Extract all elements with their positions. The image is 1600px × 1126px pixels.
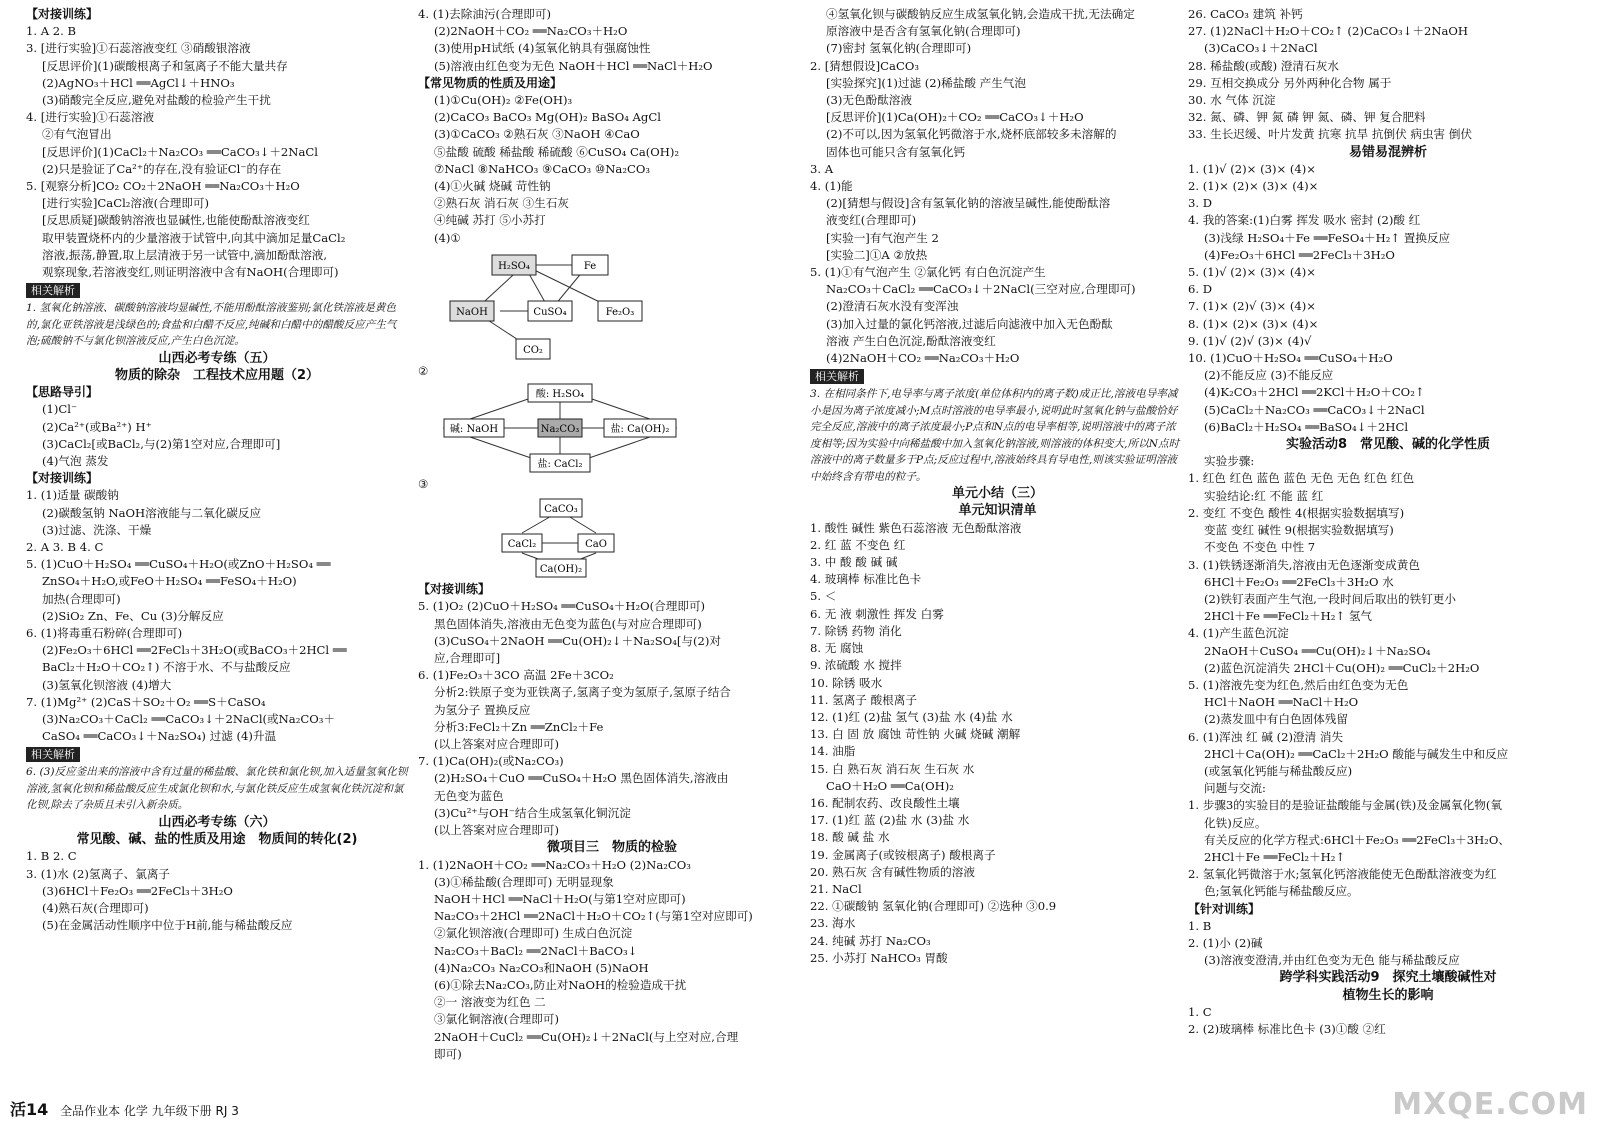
answer-line: 黑色固体消失,溶液由无色变为蓝色(与对应合理即可) bbox=[434, 616, 702, 631]
answer-line: 27. (1)2NaCl＋H₂O＋CO₂↑ (2)CaCO₃↓＋2NaOH bbox=[1188, 24, 1469, 39]
node-caoh2-label: Ca(OH)₂ bbox=[539, 564, 583, 576]
section-heading: 植物生长的影响 bbox=[1342, 987, 1434, 1003]
answer-line: 【常见物质的性质及用途】 bbox=[418, 75, 563, 90]
answer-line: ②熟石灰 消石灰 ③生石灰 bbox=[434, 196, 569, 211]
answer-line: 17. (1)红 蓝 (2)盐 水 (3)盐 水 bbox=[810, 813, 970, 828]
answer-line: 3. A bbox=[810, 161, 834, 176]
answer-line: 5. (1)CuO＋H₂SO₄ ══CuSO₄＋H₂O(或ZnO＋H₂SO₄ ══ bbox=[26, 557, 331, 572]
column-3 bbox=[810, 6, 1185, 967]
answer-line: 1. C bbox=[1188, 1004, 1212, 1019]
answer-line: (2)蒸发皿中有白色固体残留 bbox=[1204, 712, 1348, 727]
answer-line: 4. (1)能 bbox=[810, 179, 853, 194]
answer-line: 分析2:铁原子变为亚铁离子,氢离子变为氢原子,氢原子结合 bbox=[434, 685, 731, 700]
node-h2so4-label: H₂SO₄ bbox=[498, 260, 530, 272]
answer-line: (或氢氧化钙能与稀盐酸反应) bbox=[1204, 763, 1353, 778]
answer-line: 15. 白 熟石灰 消石灰 生石灰 水 bbox=[810, 761, 975, 776]
answer-line: 6HCl＋Fe₂O₃ ══2FeCl₃＋3H₂O 水 bbox=[1204, 574, 1394, 589]
node-acid-label: 酸: H₂SO₄ bbox=[535, 389, 585, 401]
answer-line: [反思评价](1)Ca(OH)₂＋CO₂ ══CaCO₃↓＋H₂O bbox=[826, 110, 1084, 125]
answer-line: 2. 红 蓝 不变色 红 bbox=[810, 537, 906, 552]
section-heading: 单元知识清单 bbox=[958, 503, 1037, 519]
answer-line: 1. B 2. C bbox=[26, 849, 77, 864]
answer-line: (3)使用pH试纸 (4)氢氧化钠具有强腐蚀性 bbox=[434, 41, 651, 56]
watermark-logo: MXQE.COM bbox=[1392, 1087, 1588, 1122]
answer-line: Na₂CO₃＋BaCl₂ ══2NaCl＋BaCO₃↓ bbox=[434, 943, 638, 958]
answer-line: (2)不能反应 (3)不能反应 bbox=[1204, 368, 1334, 383]
answer-line: (2)AgNO₃＋HCl ══AgCl↓＋HNO₃ bbox=[42, 75, 235, 90]
answer-line: (2)澄清石灰水没有变浑浊 bbox=[826, 299, 959, 314]
answer-line: (2)只是验证了Ca²⁺的存在,没有验证Cl⁻的存在 bbox=[42, 161, 282, 176]
answer-line: [进行实验]CaCl₂溶液(合理即可) bbox=[42, 196, 210, 211]
answer-line: 【对接训练】 bbox=[418, 582, 491, 597]
answer-line: 应,合理即可] bbox=[434, 651, 501, 666]
answer-line: (3)Cu²⁺与OH⁻结合生成氢氧化铜沉淀 bbox=[434, 805, 631, 820]
answer-line: 1. 步骤3的实验目的是验证盐酸能与金属(铁)及金属氧化物(氧 bbox=[1188, 798, 1502, 813]
answer-line: ③氯化铜溶液(合理即可) bbox=[434, 1012, 559, 1027]
answer-line: 4. (1)去除油污(合理即可) bbox=[418, 7, 551, 21]
answer-line: 3. 中 酸 酸 碱 碱 bbox=[810, 555, 898, 570]
answer-line: 2. (1)× (2)× (3)× (4)× bbox=[1188, 179, 1319, 194]
answer-line: (3)CaCl₂[或BaCl₂,与(2)第1空对应,合理即可] bbox=[42, 436, 281, 451]
answer-line: 2. (1)小 (2)碱 bbox=[1188, 935, 1263, 950]
section-heading: 微项目三 物质的检验 bbox=[546, 840, 677, 856]
answer-line: CaO＋H₂O ══Ca(OH)₂ bbox=[826, 778, 954, 793]
diagram-3-label: ③ bbox=[418, 477, 429, 492]
answer-line: 2HCl＋Fe ══FeCl₂＋H₂↑ bbox=[1204, 849, 1346, 864]
answer-line: 取甲装置烧杯内的少量溶液于试管中,向其中滴加足量CaCl₂ bbox=[42, 230, 346, 245]
answer-line: 8. 无 腐蚀 bbox=[810, 641, 864, 656]
page-footer bbox=[10, 1097, 239, 1120]
answer-line: 液变红(合理即可) bbox=[826, 213, 917, 228]
answer-line: 2. 变红 不变色 酸性 4(根据实验数据填写) bbox=[1188, 505, 1405, 520]
node-naoh-label: NaOH bbox=[456, 306, 488, 318]
answer-line: 24. 纯碱 苏打 Na₂CO₃ bbox=[810, 933, 931, 948]
answer-line: 5. (1)①有气泡产生 ②氯化钙 有白色沉淀产生 bbox=[810, 265, 1046, 280]
answer-line: (3)CaCO₃↓＋2NaCl bbox=[1204, 41, 1318, 56]
answer-line: ④纯碱 苏打 ⑤小苏打 bbox=[434, 213, 546, 228]
answer-line: (2)蓝色沉淀消失 2HCl＋Cu(OH)₂ ══CuCl₂＋2H₂O bbox=[1204, 660, 1480, 675]
answer-line: 2NaOH＋CuCl₂ ══Cu(OH)₂↓＋2NaCl(与上空对应,合理 bbox=[434, 1029, 739, 1044]
answer-line: 3. [进行实验]①石蕊溶液变红 ③硝酸银溶液 bbox=[26, 41, 251, 56]
answer-line: (以上答案对应合理即可) bbox=[434, 823, 559, 838]
answer-line: 加热(合理即可) bbox=[42, 591, 121, 606]
answer-line: 实验结论:红 不能 蓝 红 bbox=[1204, 488, 1324, 503]
answer-line: 观察现象,若溶液变红,则证明溶液中含有NaOH(合理即可) bbox=[42, 265, 339, 280]
answer-line: 【思路导引】 bbox=[26, 385, 99, 400]
section-heading: 实验活动8 常见酸、碱的化学性质 bbox=[1285, 437, 1491, 453]
node-cacl2-label: CaCl₂ bbox=[507, 539, 537, 551]
answer-line: 问题与交流: bbox=[1204, 781, 1266, 796]
answer-line: 1. (1)2NaOH＋CO₂ ══Na₂CO₃＋H₂O (2)Na₂CO₃ bbox=[418, 857, 691, 872]
answer-line: (1)Cl⁻ bbox=[42, 402, 78, 417]
answer-line: 9. (1)√ (2)√ (3)× (4)√ bbox=[1188, 333, 1312, 348]
section-heading: 单元小结（三） bbox=[951, 486, 1043, 502]
answer-line: (4)① bbox=[434, 230, 461, 245]
answer-line: 28. 稀盐酸(或酸) 澄清石灰水 bbox=[1188, 58, 1339, 73]
answer-line: (6)BaCl₂＋H₂SO₄ ══BaSO₄↓＋2HCl bbox=[1204, 419, 1409, 434]
column-4 bbox=[1188, 6, 1588, 1038]
node-cao-label: CaO bbox=[585, 539, 607, 551]
answer-line: Na₂CO₃＋2HCl ══2NaCl＋H₂O＋CO₂↑(与第1空对应即可) bbox=[434, 909, 753, 924]
answer-line: 4. [进行实验]①石蕊溶液 bbox=[26, 110, 155, 125]
answer-line: 【对接训练】 bbox=[26, 7, 99, 21]
answer-line: 7. (1)Mg²⁺ (2)CaS＋SO₂＋O₂ ══S＋CaSO₄ bbox=[26, 694, 266, 709]
answer-line: [反思评价](1)CaCl₂＋Na₂CO₃ ══CaCO₃↓＋2NaCl bbox=[42, 144, 318, 159]
answer-line: 2HCl＋Ca(OH)₂ ══CaCl₂＋2H₂O 酸能与碱发生中和反应 bbox=[1204, 746, 1509, 761]
answer-line: 6. (1)浑浊 红 碱 (2)澄清 消失 bbox=[1188, 729, 1344, 744]
answer-line: 变蓝 变红 碱性 9(根据实验数据填写) bbox=[1204, 523, 1394, 538]
answer-line: (4)气泡 蒸发 bbox=[42, 453, 109, 468]
answer-line: 2. [猜想假设]CaCO₃ bbox=[810, 58, 919, 73]
node-fe-label: Fe bbox=[583, 260, 597, 272]
book-info: 全品作业本 化学 九年级下册 RJ 3 bbox=[60, 1104, 239, 1118]
section-heading: 物质的除杂 工程技术应用题（2） bbox=[114, 367, 320, 383]
answer-line: (3)Na₂CO₃＋CaCl₂ ══CaCO₃↓＋2NaCl(或Na₂CO₃＋ bbox=[42, 712, 335, 727]
answer-line: [实验二]①A ②放热 bbox=[826, 247, 928, 262]
answer-line: 25. 小苏打 NaHCO₃ 胃酸 bbox=[810, 950, 948, 965]
answer-line: 【针对训练】 bbox=[1188, 901, 1261, 916]
answer-line: ⑤盐酸 硫酸 稀盐酸 稀硫酸 ⑥CuSO₄ Ca(OH)₂ bbox=[434, 144, 680, 159]
answer-line: 溶液,振荡,静置,取上层清液于另一试管中,滴加酚酞溶液, bbox=[42, 247, 328, 262]
answer-line: 3. (1)水 (2)氢离子、氯离子 bbox=[26, 866, 171, 881]
answer-line: ZnSO₄＋H₂O,或FeO＋H₂SO₄ ══FeSO₄＋H₂O) bbox=[42, 574, 297, 589]
answer-line: (7)密封 氢氧化钠(合理即可) bbox=[826, 41, 972, 56]
analysis-tag-label: 相关解析 bbox=[26, 283, 80, 298]
answer-line: 2. 氢氧化钙微溶于水;氢氧化钙溶液能使无色酚酞溶液变为红 bbox=[1188, 867, 1497, 882]
answer-line: (3)6HCl＋Fe₂O₃ ══2FeCl₃＋3H₂O bbox=[42, 883, 233, 898]
answer-line: 1. 酸性 碱性 紫色石蕊溶液 无色酚酞溶液 bbox=[810, 520, 1022, 535]
answer-line: (3)CuSO₄＋2NaOH ══Cu(OH)₂↓＋Na₂SO₄[与(2)对 bbox=[434, 633, 722, 648]
answer-line: 1. B bbox=[1188, 918, 1212, 933]
answer-line: 4. 玻璃棒 标准比色卡 bbox=[810, 572, 922, 587]
answer-line: 12. (1)红 (2)盐 氢气 (3)盐 水 (4)盐 水 bbox=[810, 709, 1013, 724]
answer-line: 22. ①碳酸钠 氢氧化钠(合理即可) ②选种 ③0.9 bbox=[810, 899, 1057, 914]
answer-line: 【对接训练】 bbox=[26, 471, 99, 486]
answer-line: Na₂CO₃＋CaCl₂ ══CaCO₃↓＋2NaCl(三空对应,合理即可) bbox=[826, 282, 1136, 297]
section-heading: 山西必考专练（五） bbox=[158, 350, 276, 366]
answer-line: 9. 浓硫酸 水 搅拌 bbox=[810, 658, 902, 673]
answer-line: (4)Fe₂O₃＋6HCl ══2FeCl₃＋3H₂O bbox=[1204, 247, 1395, 262]
answer-line: 18. 酸 碱 盐 水 bbox=[810, 830, 890, 845]
answer-line: (3)①稀盐酸(合理即可) 无明显现象 bbox=[434, 874, 614, 889]
answer-line: 7. 除锈 药物 消化 bbox=[810, 623, 902, 638]
answer-line: NaOH＋HCl ══NaCl＋H₂O(与第1空对应即可) bbox=[434, 891, 686, 906]
answer-line: ⑦NaCl ⑧NaHCO₃ ⑨CaCO₃ ⑩Na₂CO₃ bbox=[434, 161, 650, 176]
answer-line: (5)溶液由红色变为无色 NaOH＋HCl ══NaCl＋H₂O bbox=[434, 58, 713, 73]
answer-line: (3)加入过量的氯化钙溶液,过滤后向滤液中加入无色酚酞 bbox=[826, 316, 1113, 331]
answer-line: 5. [观察分析]CO₂ CO₂＋2NaOH ══Na₂CO₃＋H₂O bbox=[26, 179, 300, 194]
section-heading: 易错易混辨析 bbox=[1348, 144, 1427, 160]
answer-line: 3. (1)铁锈逐渐消失,溶液由无色逐渐变成黄色 bbox=[1188, 557, 1420, 572]
analysis-note: 3. 在相同条件下,电导率与离子浓度(单位体积内的离子数)成正比,溶液电导率减小是因为离子浓度减小;M点时溶液的电导率最小,说明此时氢氧化钠与盐酸恰好完全反应,溶液中的离子浓度最小;P点和N点的电导率相等,说明溶液中的离子浓度相等;因为实验中向稀盐酸中加入氢氧化钠溶液,则溶液的体积变大,所以N点时溶液中的离子数量多于P点;反应过程中,溶液始终具有导电性,则该实验证明溶液中始终含有带电的粒子。 bbox=[810, 388, 1180, 483]
answer-line: 有关反应的化学方程式:6HCl＋Fe₂O₃ ══2FeCl₃＋3H₂O、 bbox=[1204, 832, 1510, 847]
answer-line: (5)在金属活动性顺序中位于H前,能与稀盐酸反应 bbox=[42, 918, 293, 933]
answer-line: 固体也可能只含有氢氧化钙 bbox=[826, 144, 966, 159]
answer-line: (以上答案对应合理即可) bbox=[434, 737, 559, 752]
answer-line: 不变色 不变色 中性 7 bbox=[1204, 540, 1316, 555]
column-1 bbox=[26, 6, 408, 934]
answer-line: 2HCl＋Fe ══FeCl₂＋H₂↑ 氢气 bbox=[1204, 609, 1373, 624]
answer-line: 7. (1)× (2)√ (3)× (4)× bbox=[1188, 299, 1317, 314]
answer-line: 14. 油脂 bbox=[810, 744, 856, 759]
answer-line: (2)H₂SO₄＋CuO ══CuSO₄＋H₂O 黑色固体消失,溶液由 bbox=[434, 771, 729, 786]
answer-line: [反思质疑]碳酸钠溶液也显碱性,也能使酚酞溶液变红 bbox=[42, 213, 310, 228]
answer-line: 为氢分子 置换反应 bbox=[434, 702, 531, 717]
diagram-reaction-network-2 bbox=[440, 382, 680, 474]
answer-line: 20. 熟石灰 含有碱性物质的溶液 bbox=[810, 864, 975, 879]
node-salt-center-label: Na₂CO₃ bbox=[540, 424, 580, 436]
answer-line: 色;氢氧化钙能与稀盐酸反应。 bbox=[1204, 884, 1359, 899]
answer-line: (2)不可以,因为氢氧化钙微溶于水,烧杯底部较多未溶解的 bbox=[826, 127, 1117, 142]
answer-line: HCl＋NaOH ══NaCl＋H₂O bbox=[1204, 695, 1359, 710]
answer-line: (3)①CaCO₃ ②熟石灰 ③NaOH ④CaO bbox=[434, 127, 640, 142]
answer-line: (3)溶液变澄清,并由红色变为无色 能与稀盐酸反应 bbox=[1204, 953, 1460, 968]
answer-line: [实验探究](1)过滤 (2)稀盐酸 产生气泡 bbox=[826, 75, 1026, 90]
page-number: 活14 bbox=[10, 1100, 49, 1119]
answer-line: (2)碳酸氢钠 NaOH溶液能与二氧化碳反应 bbox=[42, 505, 262, 520]
answer-line: (5)CaCl₂＋Na₂CO₃ ══CaCO₃↓＋2NaCl bbox=[1204, 402, 1425, 417]
node-cuso4-label: CuSO₄ bbox=[533, 306, 567, 318]
analysis-tag-label: 相关解析 bbox=[26, 747, 80, 762]
answer-line: (3)过滤、洗涤、干燥 bbox=[42, 522, 152, 537]
answer-line: [实验一]有气泡产生 2 bbox=[826, 230, 939, 245]
analysis-tag-label: 相关解析 bbox=[810, 369, 864, 384]
answer-line: (4)熟石灰(合理即可) bbox=[42, 900, 149, 915]
answer-line: (4)①火碱 烧碱 苛性钠 bbox=[434, 179, 551, 194]
answer-line: 21. NaCl bbox=[810, 881, 862, 896]
answer-line: 实验步骤: bbox=[1204, 454, 1255, 469]
analysis-tag bbox=[26, 745, 408, 764]
answer-line: 2. (2)玻璃棒 标准比色卡 (3)①酸 ②红 bbox=[1188, 1021, 1386, 1036]
answer-line: (2)CaCO₃ BaCO₃ Mg(OH)₂ BaSO₄ AgCl bbox=[434, 110, 661, 125]
answer-line: 8. (1)× (2)× (3)× (4)× bbox=[1188, 316, 1319, 331]
answer-line: 4. (1)产生蓝色沉淀 bbox=[1188, 626, 1289, 641]
answer-line: (4)Na₂CO₃ Na₂CO₃和NaOH (5)NaOH bbox=[434, 960, 649, 975]
node-co2-label: CO₂ bbox=[523, 344, 543, 356]
answer-line: 无色变为蓝色 bbox=[434, 788, 504, 803]
answer-line: (6)①除去Na₂CO₃,防止对NaOH的检验造成干扰 bbox=[434, 977, 687, 992]
diagram-reaction-network-1 bbox=[440, 249, 670, 361]
answer-line: 化铁)反应。 bbox=[1204, 815, 1267, 830]
answer-line: (2)Ca²⁺(或Ba²⁺) H⁺ bbox=[42, 419, 152, 434]
answer-line: 5. ＜ bbox=[810, 589, 837, 604]
answer-line: 4. 我的答案:(1)白雾 挥发 吸水 密封 (2)酸 红 bbox=[1188, 213, 1421, 228]
section-heading: 山西必考专练（六） bbox=[158, 814, 276, 830]
answer-line: 1. 红色 红色 蓝色 蓝色 无色 无色 红色 红色 bbox=[1188, 471, 1415, 486]
answer-line: (4)K₂CO₃＋2HCl ══2KCl＋H₂O＋CO₂↑ bbox=[1204, 385, 1425, 400]
section-heading: 常见酸、碱、盐的性质及用途 物质间的转化(2) bbox=[76, 832, 358, 848]
analysis-note: 6. (3)反应釜出来的溶液中含有过量的稀盐酸、氯化铁和氯化钡,加入适量氢氧化钡溶液,氢氧化钡和稀盐酸反应生成氯化钡和水,与氯化铁反应生成氢氧化铁沉淀和氯化钡,除去了杂质且未引入新杂质。 bbox=[26, 766, 408, 812]
analysis-note: 1. 氢氧化钠溶液、碳酸钠溶液均显碱性,不能用酚酞溶液鉴别;氯化铁溶液是黄色的,氯化亚铁溶液是浅绿色的;食盐和白醋不反应,纯碱和白醋中的醋酸反应产生气泡;硫酸钠不与氯化钡溶液反应,产生白色沉淀。 bbox=[26, 302, 397, 348]
answer-line: 32. 氮、磷、钾 氮 磷 钾 氮、磷、钾 复合肥料 bbox=[1188, 110, 1426, 125]
answer-line: 10. (1)CuO＋H₂SO₄ ══CuSO₄＋H₂O bbox=[1188, 351, 1393, 366]
answer-line: 2NaOH＋CuSO₄ ══Cu(OH)₂↓＋Na₂SO₄ bbox=[1204, 643, 1431, 658]
answer-line: (2)[猜想与假设]含有氢氧化钠的溶液呈碱性,能使酚酞溶 bbox=[826, 196, 1111, 211]
answer-line: 10. 除锈 吸水 bbox=[810, 675, 883, 690]
answer-line: (4)2NaOH＋CO₂ ══Na₂CO₃＋H₂O bbox=[826, 351, 1020, 366]
answer-line: 16. 配制农药、改良酸性土壤 bbox=[810, 795, 960, 810]
answer-line: 29. 互相交换成分 另外两种化合物 属于 bbox=[1188, 75, 1392, 90]
answer-line: 溶液 产生白色沉淀,酚酞溶液变红 bbox=[826, 333, 996, 348]
section-heading: 跨学科实践活动9 探究土壤酸碱性对 bbox=[1279, 970, 1497, 986]
answer-line: 3. D bbox=[1188, 196, 1213, 211]
answer-line: BaCl₂＋H₂O＋CO₂↑) 不溶于水、不与盐酸反应 bbox=[42, 660, 291, 675]
diagram-2-label: ② bbox=[418, 363, 429, 378]
column-2 bbox=[418, 6, 806, 1063]
answer-line: 11. 氢离子 酸根离子 bbox=[810, 692, 917, 707]
answer-line: 33. 生长迟缓、叶片发黄 抗寒 抗旱 抗倒伏 病虫害 倒伏 bbox=[1188, 127, 1473, 142]
answer-line: 1. (1)√ (2)× (3)× (4)× bbox=[1188, 161, 1317, 176]
answer-line: 5. (1)O₂ (2)CuO＋H₂SO₄ ══CuSO₄＋H₂O(合理即可) bbox=[418, 599, 706, 614]
answer-line: 2. A 3. B 4. C bbox=[26, 539, 104, 554]
answer-line: 1. (1)适量 碳酸钠 bbox=[26, 488, 119, 503]
answer-line: [反思评价](1)碳酸根离子和氢离子不能大量共存 bbox=[42, 58, 288, 73]
answer-line: 6. 无 液 刺激性 挥发 白雾 bbox=[810, 606, 944, 621]
answer-line: 6. (1)将毒重石粉碎(合理即可) bbox=[26, 626, 183, 640]
answer-line: (2)铁钉表面产生气泡,一段时间后取出的铁钉更小 bbox=[1204, 591, 1456, 606]
answer-line: 7. (1)Ca(OH)₂(或Na₂CO₃) bbox=[418, 754, 564, 769]
answer-line: 即可) bbox=[434, 1046, 462, 1061]
answer-line: 19. 金属离子(或铵根离子) 酸根离子 bbox=[810, 847, 996, 862]
diagram-calcium-cycle bbox=[498, 495, 738, 579]
answer-line: (3)无色酚酞溶液 bbox=[826, 93, 912, 108]
answer-line: (3)氢氧化钡溶液 (4)增大 bbox=[42, 677, 172, 692]
answer-line: 13. 白 固 放 腐蚀 苛性钠 火碱 烧碱 潮解 bbox=[810, 727, 1021, 742]
answer-line: ②有气泡冒出 bbox=[42, 127, 112, 142]
analysis-tag bbox=[26, 281, 408, 300]
answer-line: (2)SiO₂ Zn、Fe、Cu (3)分解反应 bbox=[42, 608, 224, 623]
node-salt-bottom-label: 盐: CaCl₂ bbox=[537, 459, 583, 471]
node-base-label: 碱: NaOH bbox=[449, 424, 499, 436]
answer-line: CaSO₄ ══CaCO₃↓＋Na₂SO₄) 过滤 (4)升温 bbox=[42, 729, 277, 744]
answer-line: 原溶液中是否含有氢氧化钠(合理即可) bbox=[826, 24, 1021, 39]
answer-line: (2)2NaOH＋CO₂ ══Na₂CO₃＋H₂O bbox=[434, 24, 628, 39]
answer-line: 23. 海水 bbox=[810, 916, 856, 931]
node-salt-right-label: 盐: Ca(OH)₂ bbox=[610, 424, 670, 436]
analysis-tag bbox=[810, 367, 1185, 386]
answer-line: 5. (1)溶液先变为红色,然后由红色变为无色 bbox=[1188, 677, 1409, 692]
answer-line: ④氢氧化钡与碳酸钠反应生成氢氧化钠,会造成干扰,无法确定 bbox=[826, 7, 1135, 21]
answer-line: ②氯化钡溶液(合理即可) 生成白色沉淀 bbox=[434, 926, 633, 941]
answer-line: 6. (1)Fe₂O₃＋3CO 高温 2Fe＋3CO₂ bbox=[418, 668, 614, 683]
answer-line: (3)浅绿 H₂SO₄＋Fe ══FeSO₄＋H₂↑ 置换反应 bbox=[1204, 230, 1451, 245]
answer-line: (1)①Cu(OH)₂ ②Fe(OH)₃ bbox=[434, 93, 573, 108]
answer-line: 6. D bbox=[1188, 282, 1213, 297]
answer-line: 5. (1)√ (2)× (3)× (4)× bbox=[1188, 265, 1317, 280]
answer-line: (3)硝酸完全反应,避免对盐酸的检验产生干扰 bbox=[42, 93, 271, 108]
answer-line: 1. A 2. B bbox=[26, 24, 77, 39]
answer-line: (2)Fe₂O₃＋6HCl ══2FeCl₃＋3H₂O(或BaCO₃＋2HCl ══ bbox=[42, 643, 347, 658]
answer-line: 30. 水 气体 沉淀 bbox=[1188, 93, 1276, 108]
node-caco3-label: CaCO₃ bbox=[544, 504, 578, 516]
answer-line: 分析3:FeCl₂＋Zn ══ZnCl₂＋Fe bbox=[434, 719, 604, 734]
answer-line: ②一 溶液变为红色 二 bbox=[434, 995, 546, 1010]
answer-line: 26. CaCO₃ 建筑 补钙 bbox=[1188, 7, 1303, 21]
node-fe2o3-label: Fe₂O₃ bbox=[605, 306, 635, 318]
